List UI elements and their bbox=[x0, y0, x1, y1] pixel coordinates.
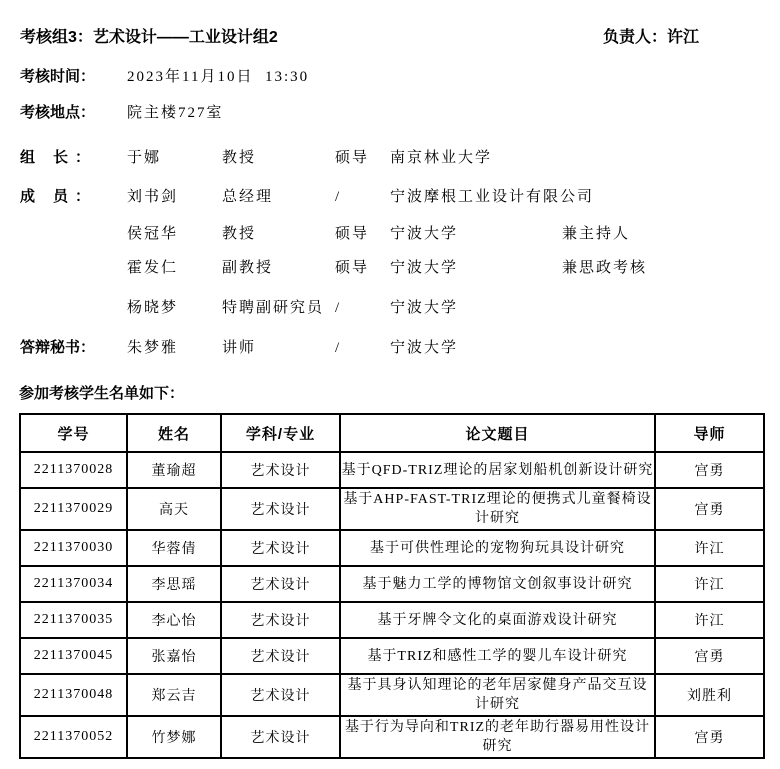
member-name: 刘书剑 bbox=[127, 189, 179, 205]
leader-label: 负责人：许江 bbox=[603, 29, 700, 46]
table-row bbox=[20, 716, 764, 758]
cell-major: 艺术设计 bbox=[221, 530, 340, 566]
member-title: 副教授 bbox=[222, 260, 274, 276]
cell-thesis-title: 基于牙牌令文化的桌面游戏设计研究 bbox=[340, 602, 655, 638]
cell-thesis-title: 基于可供性理论的宠物狗玩具设计研究 bbox=[340, 530, 655, 566]
cell-student-id: 2211370052 bbox=[20, 716, 127, 758]
member-name: 侯冠华 bbox=[127, 226, 179, 242]
member-qualification: / bbox=[335, 189, 342, 205]
cell-advisor: 刘胜利 bbox=[655, 674, 764, 716]
table-row bbox=[20, 530, 764, 566]
cell-name: 高天 bbox=[127, 488, 221, 530]
cell-major: 艺术设计 bbox=[221, 674, 340, 716]
cell-advisor: 许江 bbox=[655, 566, 764, 602]
cell-name: 董瑜超 bbox=[127, 452, 221, 488]
col-header-thesis-title: 论文题目 bbox=[340, 414, 655, 452]
member-qualification: / bbox=[335, 300, 342, 316]
cell-student-id: 2211370045 bbox=[20, 638, 127, 674]
member-name: 于娜 bbox=[127, 150, 162, 166]
col-header-major: 学科/专业 bbox=[221, 414, 340, 452]
member-organization: 宁波大学 bbox=[390, 226, 459, 242]
col-header-advisor: 导师 bbox=[655, 414, 764, 452]
member-organization: 宁波摩根工业设计有限公司 bbox=[390, 189, 595, 205]
committee-row-member bbox=[0, 224, 780, 244]
cell-student-id: 2211370028 bbox=[20, 452, 127, 488]
cell-name: 竹梦娜 bbox=[127, 716, 221, 758]
time-value: 2023年11月10日 13:30 bbox=[127, 69, 310, 85]
cell-major: 艺术设计 bbox=[221, 716, 340, 758]
cell-advisor: 宫勇 bbox=[655, 638, 764, 674]
member-organization: 宁波大学 bbox=[390, 260, 459, 276]
secretary-label: 答辩秘书： bbox=[20, 339, 96, 356]
cell-major: 艺术设计 bbox=[221, 566, 340, 602]
cell-student-id: 2211370030 bbox=[20, 530, 127, 566]
group-leader-label: 组 长： bbox=[20, 149, 90, 166]
member-organization: 宁波大学 bbox=[390, 300, 459, 316]
member-title: 特聘副研究员 bbox=[222, 300, 325, 316]
member-qualification: 硕导 bbox=[335, 226, 370, 242]
member-qualification: 硕导 bbox=[335, 260, 370, 276]
committee-row-secretary bbox=[0, 338, 780, 358]
cell-student-id: 2211370035 bbox=[20, 602, 127, 638]
col-header-name: 姓名 bbox=[127, 414, 221, 452]
cell-student-id: 2211370029 bbox=[20, 488, 127, 530]
table-row bbox=[20, 602, 764, 638]
cell-thesis-title: 基于行为导向和TRIZ的老年助行器易用性设计研究 bbox=[340, 716, 655, 758]
assessment-location-row bbox=[0, 103, 780, 123]
assessment-time-row bbox=[0, 67, 780, 87]
cell-advisor: 许江 bbox=[655, 530, 764, 566]
member-qualification: 硕导 bbox=[335, 150, 370, 166]
committee-row-member bbox=[0, 298, 780, 318]
cell-advisor: 宫勇 bbox=[655, 716, 764, 758]
member-organization: 南京林业大学 bbox=[390, 150, 493, 166]
cell-name: 李思瑶 bbox=[127, 566, 221, 602]
table-row bbox=[20, 488, 764, 530]
students-list-intro: 参加考核学生名单如下： bbox=[19, 385, 185, 402]
cell-major: 艺术设计 bbox=[221, 602, 340, 638]
member-name: 杨晓梦 bbox=[127, 300, 179, 316]
member-title: 教授 bbox=[222, 226, 257, 242]
col-header-student-id: 学号 bbox=[20, 414, 127, 452]
table-row bbox=[20, 674, 764, 716]
cell-name: 张嘉怡 bbox=[127, 638, 221, 674]
table-row bbox=[20, 638, 764, 674]
members-label: 成 员： bbox=[20, 188, 90, 205]
cell-major: 艺术设计 bbox=[221, 638, 340, 674]
cell-thesis-title: 基于AHP-FAST-TRIZ理论的便携式儿童餐椅设计研究 bbox=[340, 488, 655, 530]
member-name: 霍发仁 bbox=[127, 260, 179, 276]
location-value: 院主楼727室 bbox=[127, 105, 224, 121]
cell-student-id: 2211370048 bbox=[20, 674, 127, 716]
cell-thesis-title: 基于QFD-TRIZ理论的居家划船机创新设计研究 bbox=[340, 452, 655, 488]
cell-advisor: 宫勇 bbox=[655, 488, 764, 530]
cell-name: 华蓉倩 bbox=[127, 530, 221, 566]
member-note: 兼思政考核 bbox=[562, 260, 648, 276]
cell-thesis-title: 基于TRIZ和感性工学的婴儿车设计研究 bbox=[340, 638, 655, 674]
cell-advisor: 许江 bbox=[655, 602, 764, 638]
time-label: 考核时间： bbox=[20, 68, 96, 85]
cell-major: 艺术设计 bbox=[221, 452, 340, 488]
students-table bbox=[19, 413, 765, 759]
table-row bbox=[20, 452, 764, 488]
location-label: 考核地点： bbox=[20, 104, 96, 121]
member-qualification: / bbox=[335, 340, 342, 356]
member-note: 兼主持人 bbox=[562, 226, 631, 242]
member-title: 讲师 bbox=[222, 340, 257, 356]
cell-student-id: 2211370034 bbox=[20, 566, 127, 602]
cell-name: 郑云吉 bbox=[127, 674, 221, 716]
cell-thesis-title: 基于魅力工学的博物馆文创叙事设计研究 bbox=[340, 566, 655, 602]
cell-advisor: 宫勇 bbox=[655, 452, 764, 488]
committee-row-leader bbox=[0, 148, 780, 168]
table-header-row bbox=[20, 414, 764, 452]
member-organization: 宁波大学 bbox=[390, 340, 459, 356]
member-title: 教授 bbox=[222, 150, 257, 166]
table-row bbox=[20, 566, 764, 602]
cell-thesis-title: 基于具身认知理论的老年居家健身产品交互设计研究 bbox=[340, 674, 655, 716]
cell-name: 李心怡 bbox=[127, 602, 221, 638]
member-title: 总经理 bbox=[222, 189, 274, 205]
member-name: 朱梦雅 bbox=[127, 340, 179, 356]
committee-row-member bbox=[0, 258, 780, 278]
cell-major: 艺术设计 bbox=[221, 488, 340, 530]
page-title: 考核组3：艺术设计——工业设计组2 bbox=[20, 29, 278, 46]
committee-row-member bbox=[0, 187, 780, 207]
